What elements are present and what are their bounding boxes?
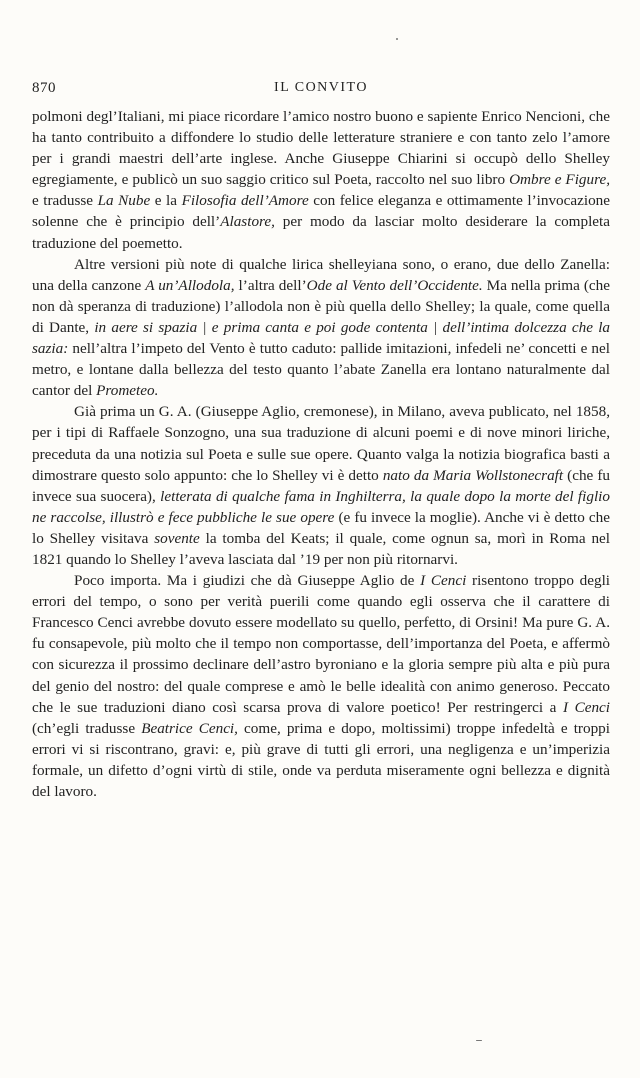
- page-number: 870: [32, 80, 56, 96]
- italic-text: I Cenci: [420, 572, 467, 590]
- italic-text: Prometeo.: [96, 382, 159, 400]
- text-run: e tradusse: [32, 192, 98, 210]
- text-run: per modo da lasciar molto desiderare la completa traduzione del poemetto.: [32, 213, 610, 252]
- italic-text: sovente: [154, 529, 200, 547]
- text-run: Poco importa. Ma i giudizi che dà Giuseppe Aglio de: [74, 572, 421, 590]
- text-run: Altre versioni più note di qualche lirica shelleyiana sono, o erano, due dello Zanella: una della canzone: [32, 255, 610, 294]
- italic-text: La Nube: [97, 192, 151, 210]
- italic-text: A un’Allodola,: [145, 276, 235, 294]
- text-run: e la: [150, 192, 182, 210]
- paragraph: [32, 401, 610, 570]
- italic-text: letterata di qualche fama in Inghilterra, la quale dopo la morte del figlio ne raccolse, illustrò e fece pubbliche le sue opere: [32, 487, 610, 526]
- text-run: la tomba del Keats; il quale, come ognun sa, morì in Roma nel 1821 quando lo Shelley l’aveva lasciata dal ’19 per non più ritornarvi.: [32, 529, 610, 568]
- text-run: nell’altra l’impeto del Vento è tutto caduto: pallide imitazioni, infedeli ne’ concetti e nel metro, e lontane dalla bellezza del testo quanto l’abate Zanella era lontano naturalmente dal cantor del: [32, 340, 610, 400]
- italic-text: Filosofia dell’Amore: [181, 192, 309, 210]
- paragraph: [32, 106, 610, 254]
- italic-text: Alastore,: [220, 213, 275, 231]
- paper-speck: [396, 38, 398, 40]
- italic-text: in aere si spazia | e prima canta e poi gode contenta | dell’intima dolcezza che la sazia:: [32, 318, 611, 358]
- text-run: l’altra dell’: [234, 276, 307, 294]
- text-run: (ch’egli tradusse: [32, 719, 142, 737]
- text-run: (e fu invece la moglie). Anche vi è detto che lo Shelley visitava: [32, 508, 611, 547]
- paragraph: [32, 570, 610, 802]
- italic-text: Ombre e Figure,: [509, 171, 610, 189]
- text-run: come, prima e dopo, moltissimi) troppe infedeltà e troppi errori vi si riscontrano, gravi: e, più grave di tutti gli errori, una negligenza e un’imperizia formale, un difetto d’ogni virtù di stile, onde va perduta miseramente ogni bellezza e dignità del lavoro.: [32, 719, 610, 800]
- italic-text: nato da Maria Wollstonecraft: [382, 466, 564, 484]
- text-run: Ma nella prima (che non dà speranza di traduzione) l’allodola non è più quella dello Shelley; la quale, come quella di Dante,: [32, 276, 610, 336]
- body-text: [32, 106, 610, 802]
- text-run: polmoni degl’Italiani, mi piace ricordare l’amico nostro buono e sapiente Enrico Nencioni, che ha tanto contribuito a diffondere lo studio delle letterature straniere e con tanto zelo l’amore per i grandi maestri dell’arte inglese. Anche Giuseppe Chiarini si occupò dello Shelley egregiamente, e publicò un suo saggio critico sul Poeta, raccolto nel suo libro: [32, 108, 610, 189]
- paper-speck: [476, 1040, 482, 1041]
- italic-text: Ode al Vento dell’Occidente.: [306, 276, 483, 294]
- page-header: [32, 80, 610, 102]
- text-run: Già prima un G. A. (Giuseppe Aglio, cremonese), in Milano, aveva publicato, nel 1858, per i tipi di Raffaele Sonzogno, una sua traduzione di alcuni poemi e di nove minori liriche, preceduta da una notizia sul Poeta e sulle sue opere. Quanto valga la notizia biografica basti a dimostrare questo solo appunto: che lo Shelley vi è detto: [32, 403, 610, 484]
- italic-text: I Cenci: [562, 698, 610, 716]
- running-title: IL CONVITO: [274, 80, 368, 95]
- text-run: risentono troppo degli errori del tempo, o sono per verità puerili come quando egli osserva che il carattere di Francesco Cenci avrebbe dovuto essere modellato su quello, perfetto, di Orsini! Ma pure G. A. fu consapevole, più molto che il tempo non comportasse, dell’importanza del Poeta, e affermò con sicurezza il prossimo declinare dell’astro byroniano e la gloria sempre più alta e più pura del genio del nostro: del quale comprese e amò le belle idealità con animo generoso. Peccato che le sue traduzioni diano così scarsa prova di valore poetico! Per restringerci a: [32, 572, 611, 716]
- text-run: con felice eleganza e ottimamente l’invocazione solenne che è principio dell’: [32, 192, 611, 231]
- italic-text: Beatrice Cenci,: [141, 719, 238, 737]
- paragraph: [32, 254, 610, 402]
- text-run: (che fu invece sua suocera),: [32, 466, 610, 505]
